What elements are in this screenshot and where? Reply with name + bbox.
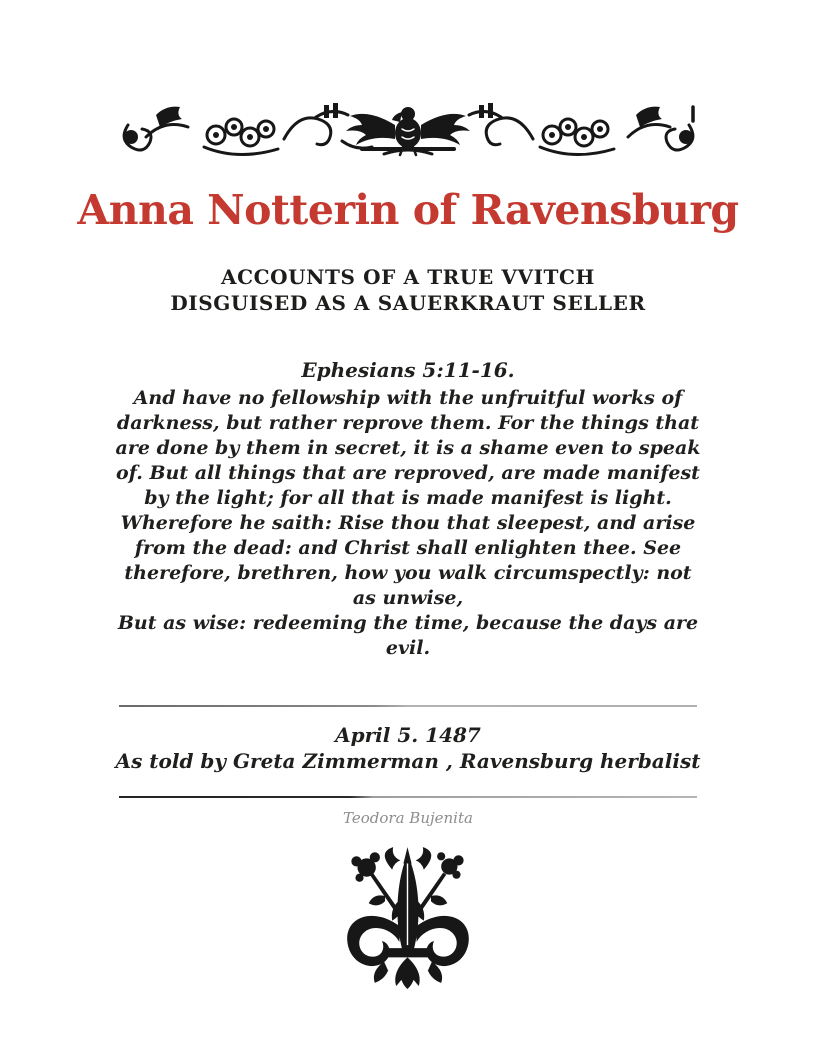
scripture-reference: Ephesians 5:11-16. (301, 358, 515, 382)
attribution-block (0, 722, 816, 774)
horizontal-rule-bottom (119, 796, 697, 798)
attribution-narrator: As told by Greta Zimmerman , Ravensburg herbalist (115, 749, 701, 773)
woodcut-frieze-eagle-ornament-icon (116, 95, 701, 161)
scripture-passage: And have no fellowship with the unfruitful works of darkness, but rather reprove them. For the things that are done by them in secret, it is a shame even to speak of. But all things that are reproved, are made manifest by the light; for all that is made manifest is light. Wherefore he saith: Rise thou that sleepest, and arise from the dead: and Christ shall enlighten thee. See therefore, brethren, how you walk circumspectly: not as unwise, (115, 387, 701, 609)
subtitle-line2: DISGUISED AS A SAUERKRAUT SELLER (170, 291, 646, 315)
scripture-block (115, 358, 701, 661)
scripture-closing-line: But as wise: redeeming the time, because the days are evil. (117, 612, 699, 659)
subtitle (0, 264, 816, 316)
page-title: Anna Notterin of Ravensburg (77, 186, 739, 234)
credit-line: Teodora Bujenita (343, 809, 473, 827)
horizontal-rule-top (119, 705, 697, 707)
attribution-date: April 5. 1487 (335, 723, 481, 747)
subtitle-line1: ACCOUNTS OF A TRUE VVITCH (220, 265, 596, 289)
florentine-lily-fleuron-icon (338, 841, 478, 989)
